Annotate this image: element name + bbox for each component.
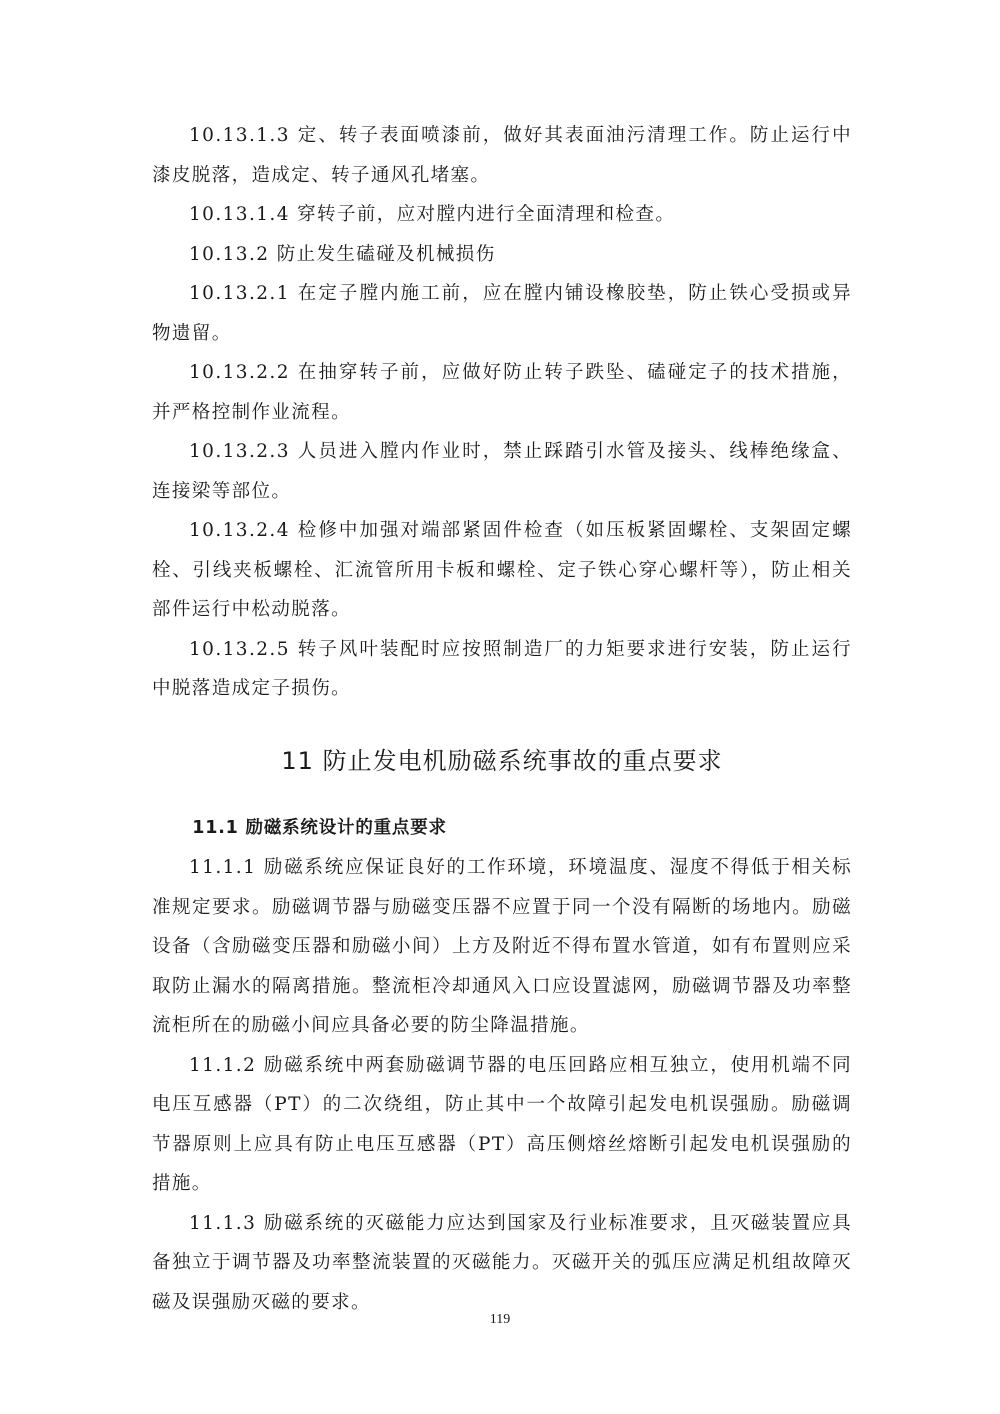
paragraph-10-13-1-3: 10.13.1.3 定、转子表面喷漆前，做好其表面油污清理工作。防止运行中漆皮脱落，造成定、转子通风孔堵塞。 [152, 125, 852, 186]
paragraph-10-13-2-2: 10.13.2.2 在抽穿转子前，应做好防止转子跌坠、磕碰定子的技术措施，并严格控制作业流程。 [152, 362, 852, 423]
paragraph-10-13-2-4: 10.13.2.4 检修中加强对端部紧固件检查（如压板紧固螺栓、支架固定螺栓、引线夹板螺栓、汇流管所用卡板和螺栓、定子铁心穿心螺杆等），防止相关部件运行中松动脱落。 [152, 520, 852, 620]
page-content [152, 116, 852, 1322]
section-title: 11.1 励磁系统设计的重点要求 [192, 817, 447, 838]
paragraph-10-13-2-1: 10.13.2.1 在定子膛内施工前，应在膛内铺设橡胶垫，防止铁心受损或异物遗留。 [152, 283, 852, 344]
paragraph-10-13-2-3: 10.13.2.3 人员进入膛内作业时，禁止踩踏引水管及接头、线棒绝缘盒、连接梁等部位。 [152, 441, 852, 502]
paragraph-11-1-1: 11.1.1 励磁系统应保证良好的工作环境，环境温度、湿度不得低于相关标准规定要求。励磁调节器与励磁变压器不应置于同一个没有隔断的场地内。励磁设备（含励磁变压器和励磁小间）上方及附近不得布置水管道，如有布置则应采取防止漏水的隔离措施。整流柜冷却通风入口应设置滤网，励磁调节器及功率整流柜所在的励磁小间应具备必要的防尘降温措施。 [152, 857, 852, 1036]
paragraph-11-1-2: 11.1.2 励磁系统中两套励磁调节器的电压回路应相互独立，使用机端不同电压互感器（PT）的二次绕组，防止其中一个故障引起发电机误强励。励磁调节器原则上应具有防止电压互感器（PT）高压侧熔丝熔断引起发电机误强励的措施。 [152, 1054, 852, 1194]
page-number: 119 [489, 1312, 511, 1327]
paragraph-10-13-2-5: 10.13.2.5 转子风叶装配时应按照制造厂的力矩要求进行安装，防止运行中脱落造成定子损伤。 [152, 638, 852, 699]
paragraph-11-1-3: 11.1.3 励磁系统的灭磁能力应达到国家及行业标准要求，且灭磁装置应具备独立于调节器及功率整流装置的灭磁能力。灭磁开关的弧压应满足机组故障灭磁及误强励灭磁的要求。 [152, 1212, 852, 1313]
paragraph-10-13-1-4: 10.13.1.4 穿转子前，应对膛内进行全面清理和检查。 [189, 204, 676, 225]
chapter-title: 11 防止发电机励磁系统事故的重点要求 [281, 746, 723, 775]
subsection-heading-10-13-2: 10.13.2 防止发生磕碰及机械损伤 [189, 243, 496, 265]
